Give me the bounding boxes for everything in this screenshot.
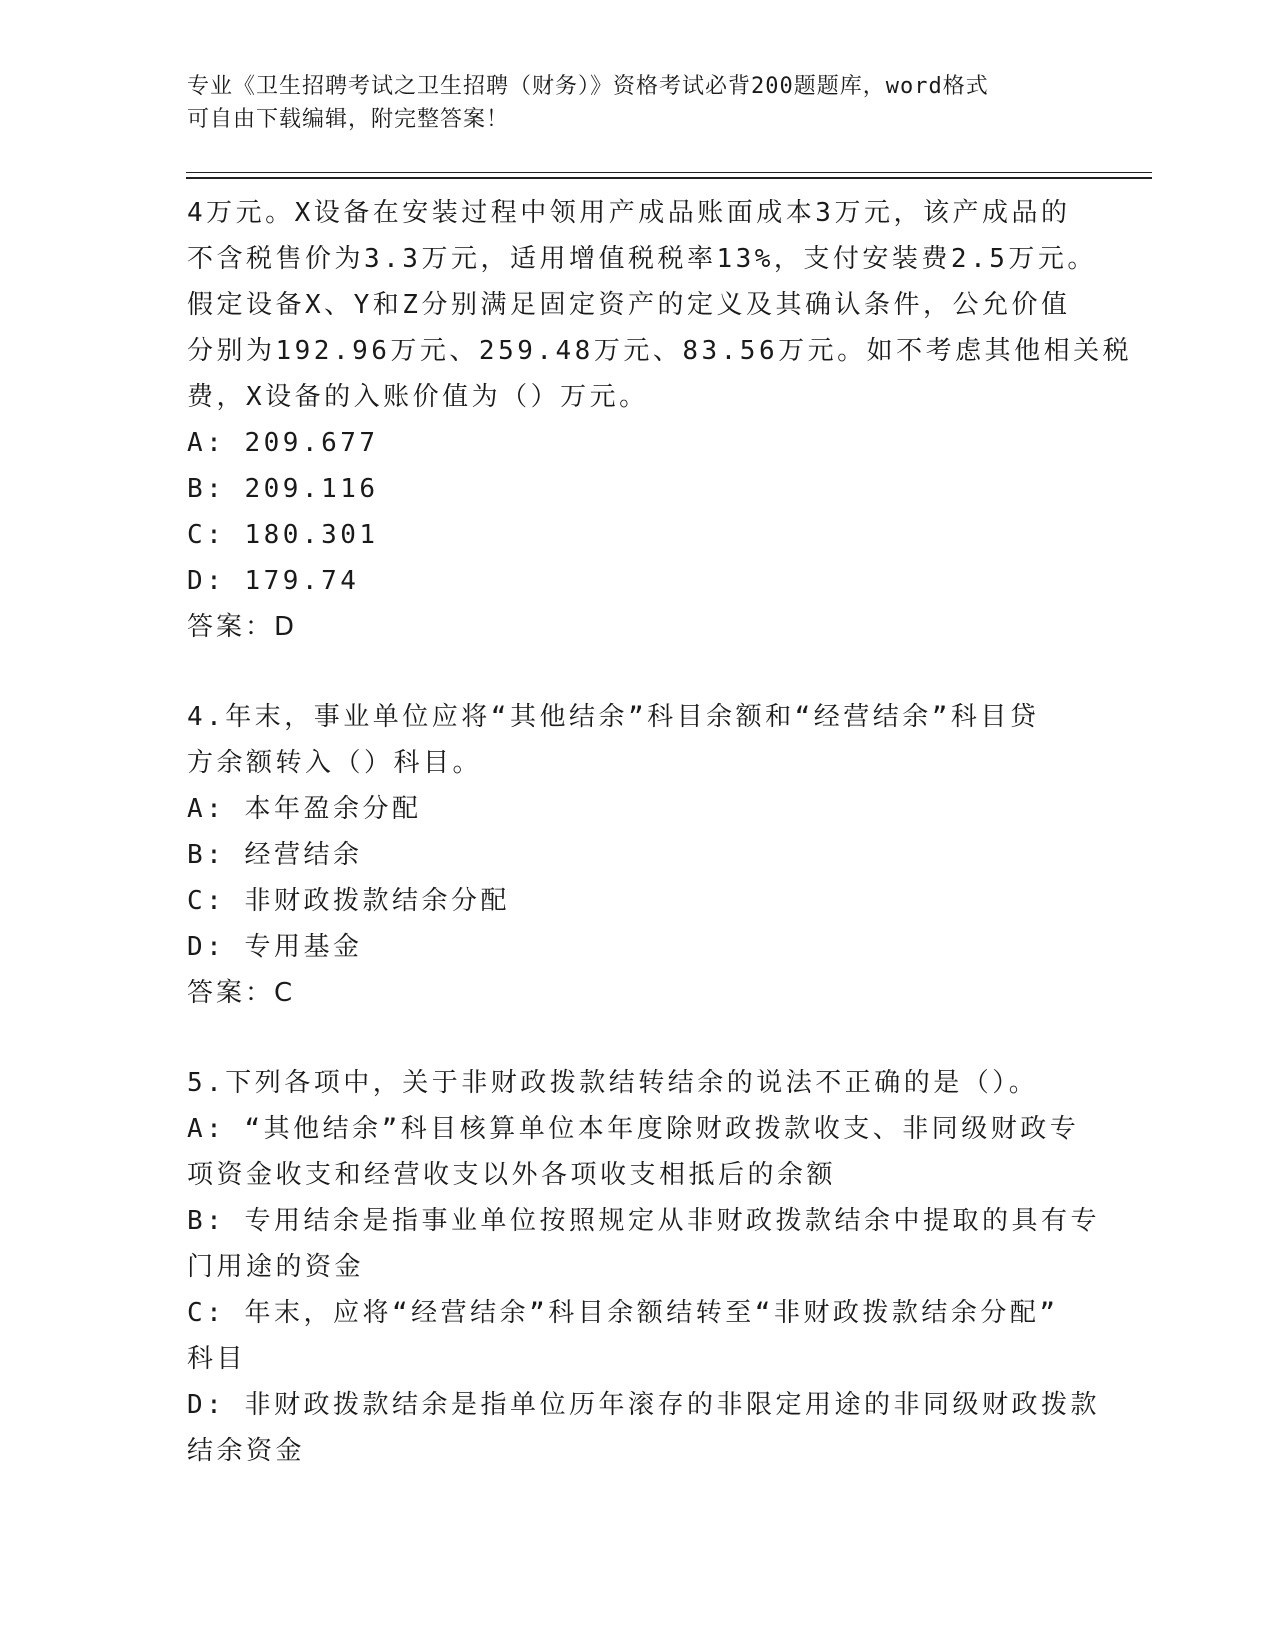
question-text-line: 5.下列各项中，关于非财政拨款结转结余的说法不正确的是（）。 <box>187 1068 1039 1098</box>
question-4 <box>187 694 1087 1016</box>
spacer <box>187 650 1087 694</box>
option-c: C: 非财政拨款结余分配 <box>187 886 510 916</box>
option-a: A: 209.677 <box>187 428 379 458</box>
option-c-continued: 科目 <box>187 1344 247 1374</box>
question-text-line: 假定设备X、Y和Z分别满足固定资产的定义及其确认条件，公允价值 <box>187 290 1071 320</box>
option-b: B: 经营结余 <box>187 840 363 870</box>
option-a-continued: 项资金收支和经营收支以外各项收支相抵后的余额 <box>187 1160 837 1190</box>
option-a: A: 本年盈余分配 <box>187 794 422 824</box>
question-3-continued <box>187 190 1133 650</box>
option-b: B: 209.116 <box>187 474 379 504</box>
option-d: D: 专用基金 <box>187 932 363 962</box>
answer-label: 答案：D <box>187 612 298 642</box>
question-body <box>187 190 1133 1474</box>
question-text-line: 4万元。X设备在安装过程中领用产成品账面成本3万元，该产成品的 <box>187 198 1071 228</box>
question-text-line: 方余额转入（）科目。 <box>187 748 483 778</box>
header-title-line-2: 可自由下载编辑，附完整答案！ <box>187 107 510 132</box>
option-d: D: 179.74 <box>187 566 360 596</box>
option-c: C: 180.301 <box>187 520 379 550</box>
option-b: B: 专用结余是指事业单位按照规定从非财政拨款结余中提取的具有专 <box>187 1206 1100 1236</box>
page-header <box>187 70 1067 136</box>
option-d: D: 非财政拨款结余是指单位历年滚存的非限定用途的非同级财政拨款 <box>187 1390 1100 1420</box>
question-text-line: 分别为192.96万元、259.48万元、83.56万元。如不考虑其他相关税 <box>187 336 1133 366</box>
question-5 <box>187 1060 1100 1474</box>
question-text-line: 4.年末，事业单位应将“其他结余”科目余额和“经营结余”科目贷 <box>187 702 1040 732</box>
header-rule-top <box>186 172 1152 173</box>
answer-label: 答案：C <box>187 978 296 1008</box>
option-b-continued: 门用途的资金 <box>187 1252 365 1282</box>
option-c: C: 年末，应将“经营结余”科目余额结转至“非财政拨款结余分配” <box>187 1298 1059 1328</box>
header-rule-bottom <box>186 177 1152 179</box>
question-text-line: 费，X设备的入账价值为（）万元。 <box>187 382 649 412</box>
option-a: A: “其他结余”科目核算单位本年度除财政拨款收支、非同级财政专 <box>187 1114 1080 1144</box>
spacer <box>187 1016 1087 1060</box>
option-d-continued: 结余资金 <box>187 1436 306 1466</box>
header-title-line-1: 专业《卫生招聘考试之卫生招聘（财务）》资格考试必背200题题库，word格式 <box>187 74 989 99</box>
question-text-line: 不含税售价为3.3万元，适用增值税税率13%，支付安装费2.5万元。 <box>187 244 1097 274</box>
